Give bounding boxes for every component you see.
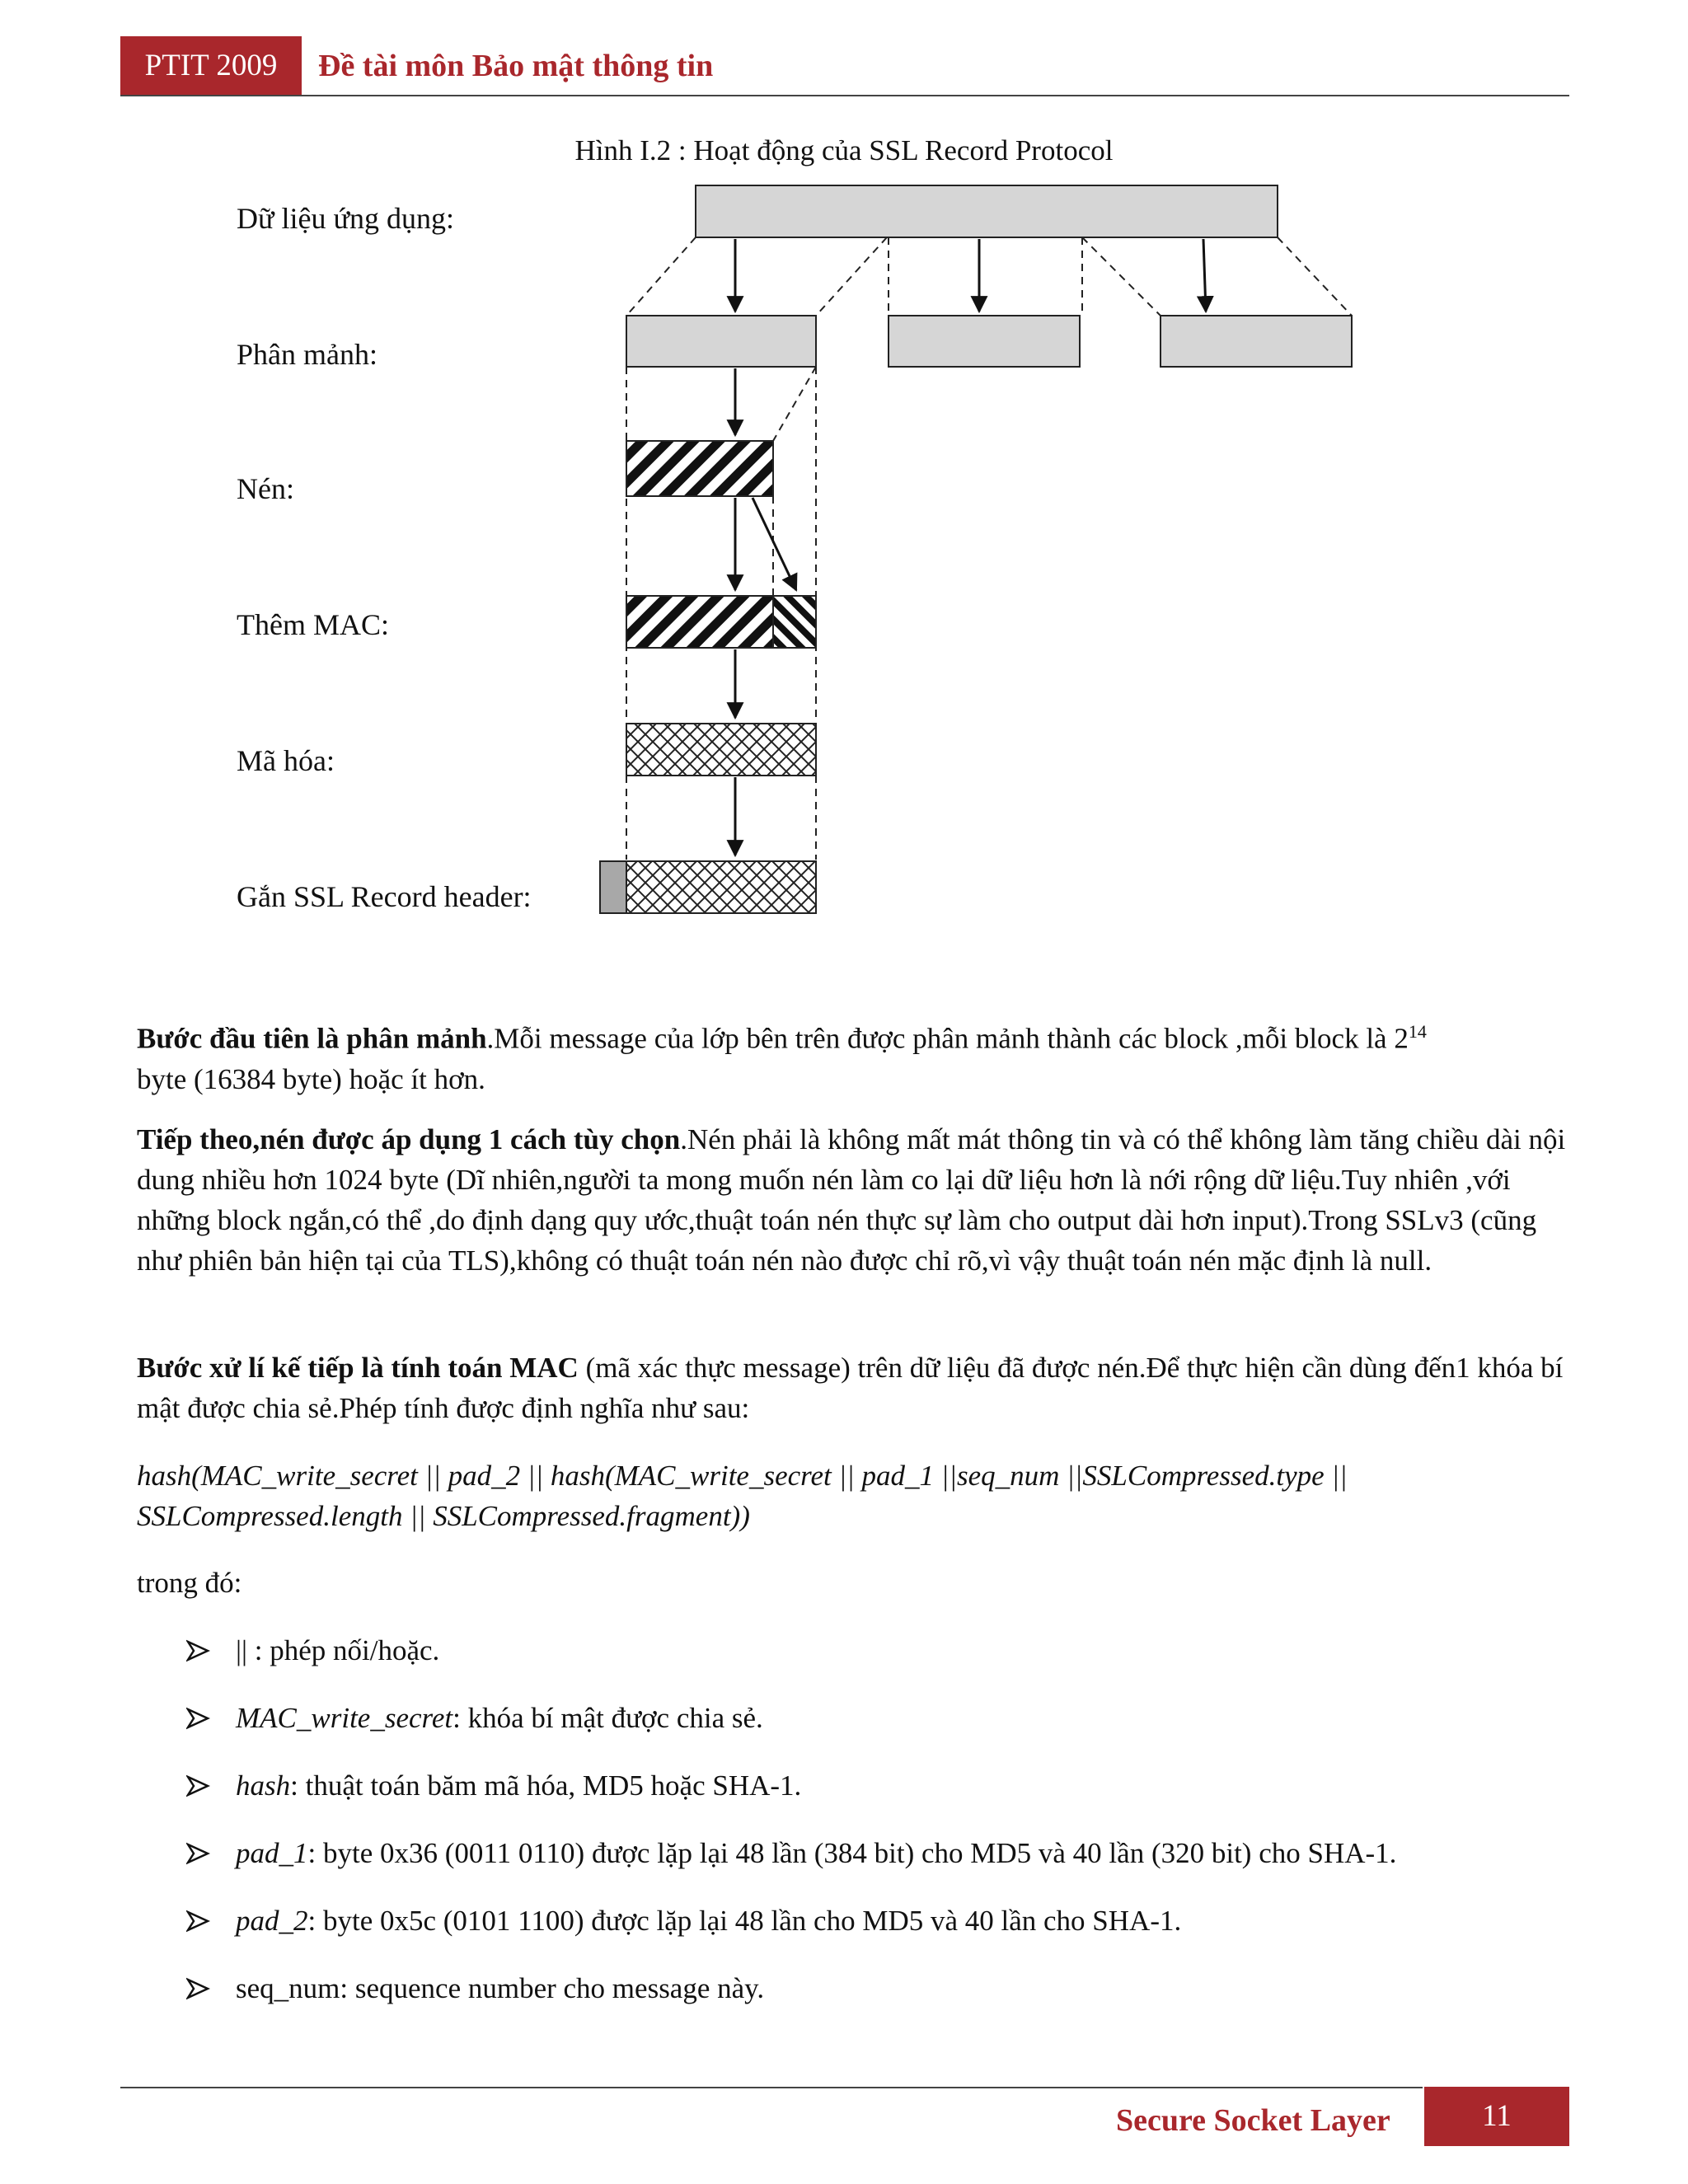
mac-formula-line-2: SSLCompressed.length || SSLCompressed.fragment)): [137, 1500, 750, 1532]
encrypted-block: [626, 724, 816, 776]
stage-label-compression: Nén:: [237, 472, 294, 505]
arrow-bullet-icon: [186, 1630, 211, 1671]
bullet-text: : byte 0x5c (0101 1100) được lặp lại 48 lần cho MD5 và 40 lần cho SHA-1.: [307, 1905, 1182, 1937]
bullet-text: || : phép nối/hoặc.: [236, 1634, 440, 1666]
arrow-bullet-icon: [186, 1698, 211, 1738]
stage-label-fragmentation: Phân mảnh:: [237, 338, 377, 371]
paragraph-fragmentation-tail: byte (16384 byte) hoặc ít hơn.: [137, 1062, 485, 1095]
paragraph-compression: [137, 1119, 1571, 1281]
arrow-bullet-icon: [186, 1833, 211, 1873]
arrow-bullet-icon: [186, 1765, 211, 1806]
mac-block: [773, 596, 816, 648]
footer-divider: [120, 2087, 1423, 2088]
fragment-block-2: [889, 316, 1080, 367]
fragment-block-3: [1160, 316, 1352, 367]
bullet-term: hash: [236, 1769, 291, 1802]
paragraph-mac-text: (mã xác thực message) trên dữ liệu đã được nén.Để thực hiện cần dùng đến1 khóa bí mật được chia sẻ.Phép tính được định nghĩa như sau:: [137, 1352, 1564, 1424]
bullet-text: : khóa bí mật được chia sẻ.: [452, 1702, 763, 1734]
mac-data-block: [626, 596, 773, 648]
footer-title: Secure Socket Layer: [1116, 2103, 1390, 2138]
bullet-term: pad_2: [236, 1905, 308, 1937]
header-badge: PTIT 2009: [120, 36, 302, 96]
where-label: trong đó:: [137, 1567, 242, 1599]
paragraph-fragmentation-lead: Bước đầu tiên là phân mảnh: [137, 1022, 487, 1055]
record-payload-block: [626, 861, 816, 913]
bullet-term: pad_1: [236, 1837, 308, 1869]
stage-label-add-mac: Thêm MAC:: [237, 608, 389, 641]
stage-label-record-header: Gắn SSL Record header:: [237, 880, 532, 913]
application-data-block: [696, 185, 1278, 237]
paragraph-fragmentation-text: .Mỗi message của lớp bên trên được phân mảnh thành các block ,mỗi block là 2: [486, 1022, 1409, 1055]
bullet-text: : thuật toán băm mã hóa, MD5 hoặc SHA-1.: [290, 1769, 802, 1802]
bullet-text: : byte 0x36 (0011 0110) được lặp lại 48 lần (384 bit) cho MD5 và 40 lần (320 bit) cho SHA-1.: [307, 1837, 1397, 1869]
compressed-block: [626, 441, 773, 496]
arrow-bullet-icon: [186, 1900, 211, 1941]
bullet-text: seq_num: sequence number cho message này.: [236, 1972, 765, 2004]
mac-formula-line-1: hash(MAC_write_secret || pad_2 || hash(MAC_write_secret || pad_1 ||seq_num ||SSLCompressed.type ||: [137, 1460, 1348, 1492]
fragment-block-1: [626, 316, 816, 367]
paragraph-fragmentation-exponent: 14: [1408, 1021, 1427, 1042]
arrow-bullet-icon: [186, 1968, 211, 2008]
bullet-term: MAC_write_secret: [236, 1702, 453, 1734]
record-header-block: [600, 861, 626, 913]
page-number: 11: [1424, 2087, 1569, 2146]
mac-formula: [137, 1455, 1571, 1536]
header-title: Đề tài môn Bảo mật thông tin: [318, 49, 714, 83]
ssl-record-diagram: [0, 0, 1688, 948]
stage-label-encryption: Mã hóa:: [237, 744, 335, 777]
paragraph-mac: [137, 1347, 1571, 1428]
paragraph-fragmentation: [137, 1011, 1571, 1099]
stage-label-application-data: Dữ liệu ứng dụng:: [237, 202, 455, 235]
paragraph-compression-lead: Tiếp theo,nén được áp dụng 1 cách tùy chọn: [137, 1123, 681, 1155]
paragraph-compression-text: .Nén phải là không mất mát thông tin và có thể không làm tăng chiều dài nội dung nhiều hơn 1024 byte (Dĩ nhiên,người ta mong muốn nén làm co lại dữ liệu hơn là nới rộng dữ liệu.Tuy nhiên ,với những block ngắn,có thể ,do định dạng quy ước,thuật toán nén thực sự làm cho output dài hơn input).Trong SSLv3 (cũng như phiên bản hiện tại của TLS),không có thuật toán nén nào được chỉ rõ,vì vậy thuật toán nén mặc định là null.: [137, 1123, 1566, 1277]
figure-caption: Hình I.2 : Hoạt động của SSL Record Protocol: [574, 134, 1114, 166]
paragraph-mac-lead: Bước xử lí kế tiếp là tính toán MAC: [137, 1352, 579, 1384]
